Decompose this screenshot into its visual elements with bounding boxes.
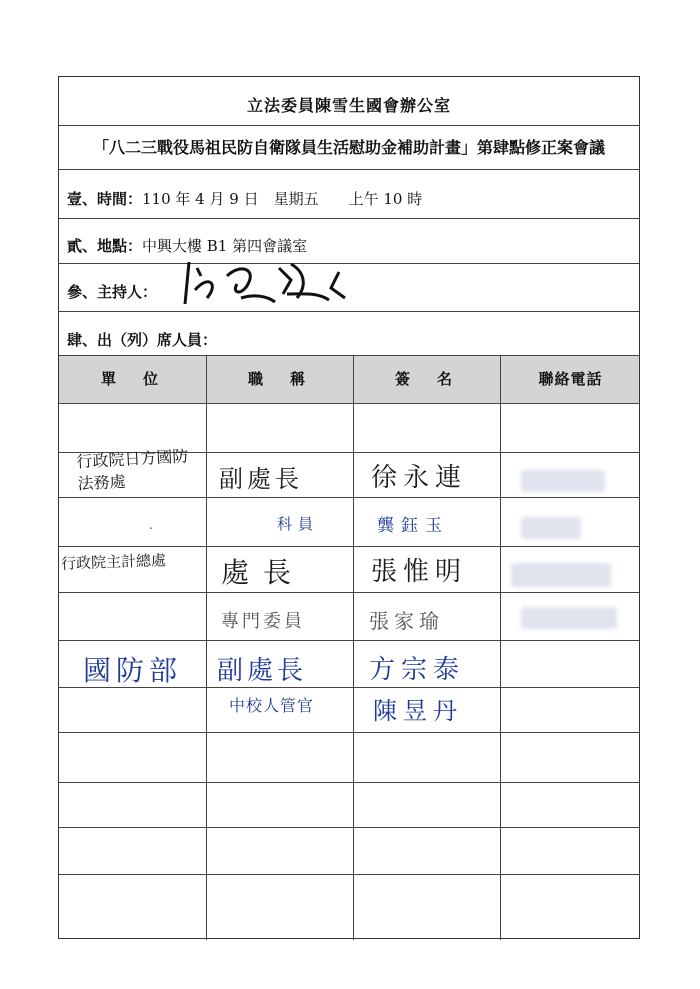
table-row-title: 副處長	[217, 656, 308, 686]
redacted-phone	[521, 607, 617, 629]
table-row-signature: 徐永連	[371, 463, 468, 493]
table-row-title: 副處長	[219, 465, 303, 493]
row-rule	[59, 592, 639, 593]
time-label: 壹、時間：	[67, 190, 143, 208]
place-label: 貳、地點：	[67, 237, 143, 255]
row-rule	[59, 546, 639, 547]
table-row-title: 科員	[277, 515, 320, 533]
header-unit: 單 位	[100, 370, 164, 388]
host-line	[67, 281, 157, 302]
host-label: 參、主持人：	[67, 283, 158, 301]
place-value: 中興大樓 B1 第四會議室	[142, 237, 308, 255]
table-row-signature: 張惟明	[371, 557, 468, 587]
attendance-form	[58, 76, 640, 939]
table-row-signature: 張家瑜	[369, 609, 444, 633]
row-rule	[59, 640, 639, 641]
table-row-unit: 行政院日方國防法務處	[75, 446, 189, 494]
row-rule	[59, 732, 639, 733]
rule	[59, 125, 639, 126]
row-rule	[59, 874, 639, 875]
column-divider	[206, 355, 207, 940]
header-signature: 簽 名	[394, 370, 458, 388]
time-value: 110 年 4 月 9 日 星期五 上午 10 時	[142, 190, 423, 208]
table-row-title: 中校人管官	[229, 696, 315, 715]
header-title: 職 稱	[247, 370, 311, 388]
table-row-signature: 陳昱丹	[373, 697, 463, 725]
redacted-phone	[511, 563, 611, 587]
rule	[59, 169, 639, 170]
table-row-unit: 國防部	[83, 654, 183, 687]
row-rule	[59, 782, 639, 783]
attendees-line	[67, 329, 217, 350]
rule	[59, 403, 639, 404]
rule	[59, 218, 639, 219]
mark: .	[149, 518, 153, 532]
table-row-signature: 方宗泰	[369, 655, 466, 685]
column-divider	[500, 355, 501, 940]
table-row-unit: 行政院主計總處	[60, 551, 167, 573]
table-row-title: 處長	[221, 556, 306, 589]
time-line	[67, 188, 422, 209]
attendees-label: 肆、出（列）席人員：	[67, 331, 218, 349]
host-signature	[179, 254, 359, 314]
row-rule	[59, 497, 639, 498]
office-title: 立法委員陳雪生國會辦公室	[246, 96, 451, 115]
meeting-title: 「八二三戰役馬祖民防自衛隊員生活慰助金補助計畫」第肆點修正案會議	[92, 138, 605, 157]
column-divider	[353, 355, 354, 940]
redacted-phone	[521, 470, 605, 492]
table-row-signature: 龔鈺玉	[377, 516, 449, 536]
header-phone: 聯絡電話	[538, 370, 603, 388]
table-row-title: 專門委員	[221, 611, 305, 632]
redacted-phone	[521, 517, 581, 539]
row-rule	[59, 827, 639, 828]
place-line	[67, 235, 307, 256]
